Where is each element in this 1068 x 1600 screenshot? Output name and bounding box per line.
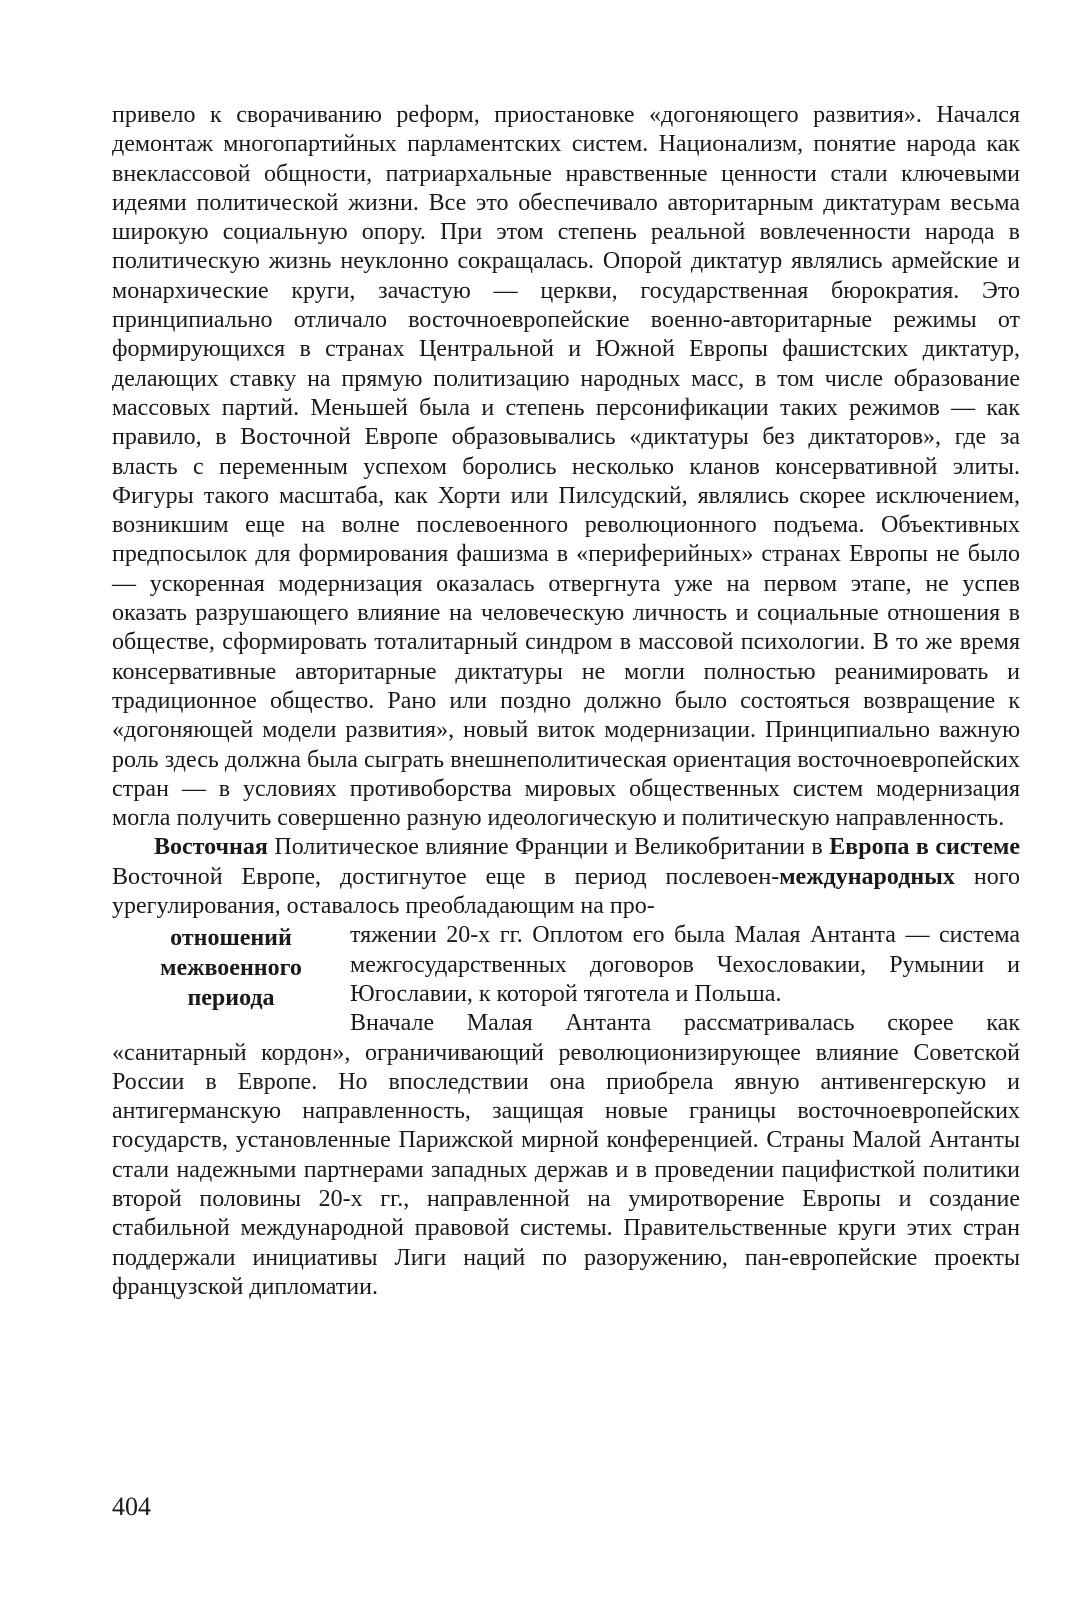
paragraph-2-text-3: ного урегулирования, оставалось преобладающим на про-: [112, 863, 1020, 920]
body-paragraph-2: [112, 833, 1020, 921]
section-heading-line-1: отношений: [170, 925, 292, 952]
section-heading-sidebar: [112, 923, 350, 1013]
section-heading-part-1: Восточная: [154, 834, 268, 861]
section-heading-line-3: периода: [187, 985, 275, 1012]
paragraph-2-text-2: Восточной Европе, достигнутое еще в период послевоен-: [112, 863, 780, 890]
section-heading-line-2: межвоенного: [160, 955, 302, 982]
body-paragraph-3: Вначале Малая Антанта рассматривалась скорее как «санитарный кордон», ограничивающий революционизирующее влияние Советской России в Европе. Но впоследствии она приобрела явную антивенгерскую и антигерманскую направленность, защищая новые границы восточноевропейских государств, установленные Парижской мирной конференцией. Страны Малой Антанты стали надежными партнерами западных держав и в проведении пацифисткой политики второй половины 20-х гг., направленной на умиротворение Европы и создание стабильной международной правовой системы. Правительственные круги этих стран поддержали инициативы Лиги наций по разоружению, пан-европейские проекты французской дипломатии.: [112, 1010, 1020, 1300]
page-number: 404: [112, 1492, 151, 1521]
section-heading-part-2: Европа в системе: [829, 834, 1020, 861]
paragraph-2-continuation: тяжении 20-х гг. Оплотом его была Малая Антанта — система межгосударственных договоров Чехословакии, Румынии и Югославии, к которой тяготела и Польша.: [350, 922, 1020, 1007]
body-paragraph-1: привело к сворачиванию реформ, приостановке «догоняющего развития». Начался демонтаж многопартийных парламентских систем. Национализм, понятие народа как внеклассовой общности, патриархальные нравственные ценности стали ключевыми идеями политической жизни. Все это обеспечивало авторитарным диктатурам весьма широкую социальную опору. При этом степень реальной вовлеченности народа в политическую жизнь неуклонно сокращалась. Опорой диктатур являлись армейские и монархические круги, зачастую — церкви, государственная бюрократия. Это принципиально отличало восточноевропейские военно-авторитарные режимы от формирующихся в странах Центральной и Южной Европы фашистских диктатур, делающих ставку на прямую политизацию народных масс, в том числе образование массовых партий. Меньшей была и степень персонификации таких режимов — как правило, в Восточной Европе образовывались «диктатуры без диктаторов», где за власть с переменным успехом боролись несколько кланов консервативной элиты. Фигуры такого масштаба, как Хорти или Пилсудский, являлись скорее исключением, возникшим еще на волне послевоенного революционного подъема. Объективных предпосылок для формирования фашизма в «периферийных» странах Европы не было — ускоренная модернизация оказалась отвергнута уже на первом этапе, не успев оказать разрушающего влияние на человеческую личность и социальные отношения в обществе, сформировать тоталитарный синдром в массовой психологии. В то же время консервативные авторитарные диктатуры не могли полностью реанимировать и традиционное общество. Рано или поздно должно было состояться возвращение к «догоняющей модели развития», новый виток модернизации. Принципиально важную роль здесь должна была сыграть внешнеполитическая ориентация восточноевропейских стран — в условиях противоборства мировых общественных систем модернизация могла получить совершенно разную идеологическую и политическую направленность.: [112, 102, 1020, 832]
page-body: [112, 101, 1020, 1302]
paragraph-2-text-1: Политическое влияние Франции и Великобритании в: [267, 834, 830, 861]
section-heading-part-3: международных: [779, 863, 955, 890]
